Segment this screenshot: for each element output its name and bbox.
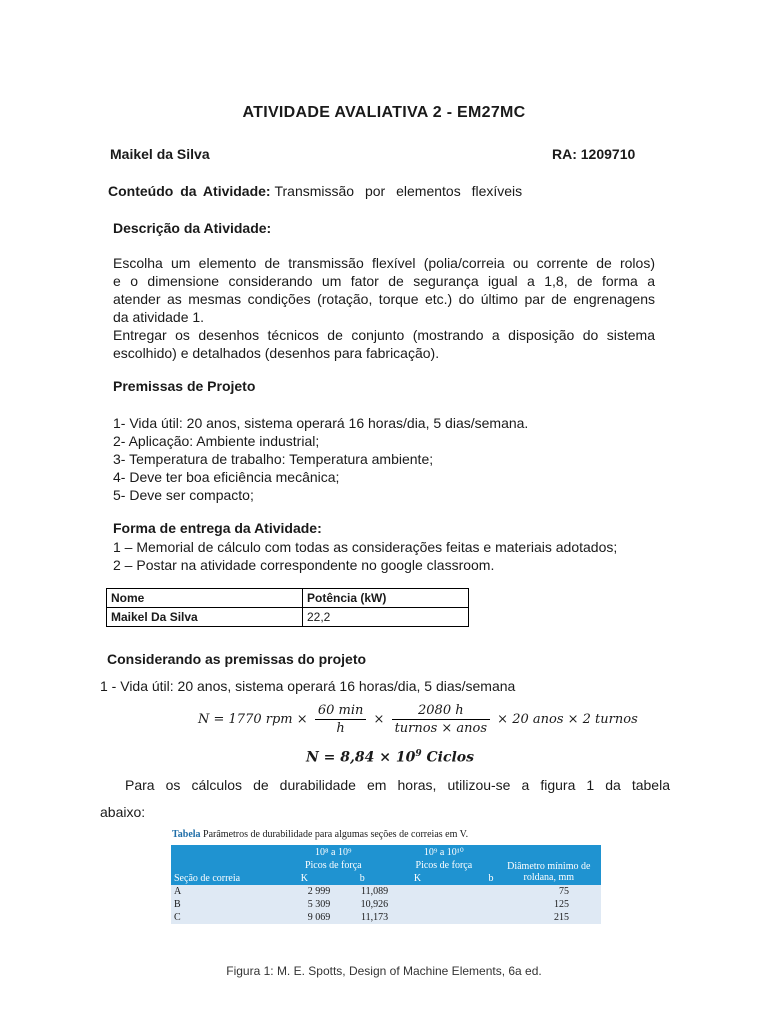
figure-table-cell: 125: [497, 898, 601, 911]
premissas-heading: Premissas de Projeto: [113, 378, 256, 394]
figure-table-col-b: b: [444, 872, 497, 885]
descricao-line: Escolha um elemento de transmissão flexível (polia/correia ou corrente de rolos): [113, 255, 655, 271]
student-table: [106, 588, 469, 627]
fraction-2-numerator: 2080 h: [392, 703, 490, 720]
formula-result-exponent: 9: [415, 749, 422, 759]
figure-table-cell: 9 069: [275, 911, 333, 924]
table-cell-potencia: 22,2: [303, 608, 469, 627]
document-title: ATIVIDADE AVALIATIVA 2 - EM27MC: [242, 104, 526, 121]
table-cell-nome: Maikel Da Silva: [107, 608, 303, 627]
figure-table-cell: 75: [497, 885, 601, 898]
figure-table-cell: 5 309: [275, 898, 333, 911]
list-item: 2- Aplicação: Ambiente industrial;: [113, 433, 320, 449]
figure-table-picos-2: Picos de força: [391, 859, 496, 872]
formula-result-unit: Ciclos: [426, 749, 475, 766]
figure-table-col-diametro: Diâmetro mínimo de roldana, mm: [497, 859, 601, 885]
formula-tail: × 20 anos × 2 turnos: [497, 712, 638, 727]
figure-table-caption: [172, 829, 468, 840]
figure-table-group-1: 10⁸ a 10⁹: [275, 845, 391, 859]
list-item: 2 – Postar na atividade correspondente no google classroom.: [113, 557, 495, 573]
figure-table-cell: 2 999: [275, 885, 333, 898]
figure-table-col-b: b: [333, 872, 391, 885]
table-row: [171, 911, 601, 924]
figure-table-cell: A: [171, 885, 275, 898]
figure-table-header-row: [171, 859, 601, 872]
figure-table-cell: 11,089: [333, 885, 391, 898]
entrega-list: [113, 538, 617, 574]
conteudo-line: [108, 183, 558, 199]
table-row: [171, 898, 601, 911]
descricao-line: escolhido) e detalhados (desenhos para fabricação).: [113, 345, 440, 361]
considerando-line: 1 - Vida útil: 20 anos, sistema operará 16 horas/dia, 5 dias/semana: [100, 678, 516, 694]
figure-table-col-k: K: [275, 872, 333, 885]
figure-table-cell: 10,926: [333, 898, 391, 911]
table-header-potencia: Potência (kW): [303, 589, 469, 608]
table-header-row: [107, 589, 469, 608]
formula-lhs: N = 1770: [198, 712, 262, 727]
fraction-1-numerator: 60 min: [315, 703, 367, 720]
table-header-nome: Nome: [107, 589, 303, 608]
formula-fraction-1: [315, 703, 367, 736]
formula-rpm: rpm: [265, 712, 293, 727]
descricao-line: Entregar os desenhos técnicos de conjunto (mostrando a disposição do sistema: [113, 327, 655, 343]
list-item: 1 – Memorial de cálculo com todas as considerações feitas e materiais adotados;: [113, 539, 618, 555]
figure-table-cell: 11,173: [333, 911, 391, 924]
figure-table-caption-text: Parâmetros de durabilidade para algumas seções de correias em V.: [203, 829, 469, 840]
table-row: [107, 608, 469, 627]
descricao-body: [113, 254, 655, 362]
formula-fraction-2: [392, 703, 490, 736]
figure-table-cell: 215: [497, 911, 601, 924]
descricao-line: e o dimensione considerando um fator de segurança igual a 1,8, de forma a: [113, 273, 655, 289]
fraction-2-denominator: turnos × anos: [394, 721, 488, 736]
cycles-formula: [198, 703, 638, 743]
figure-table-group-2: 10⁹ a 10¹⁰: [391, 845, 496, 859]
list-item: 1- Vida útil: 20 anos, sistema operará 16 horas/dia, 5 dias/semana.: [113, 415, 529, 431]
list-item: 4- Deve ter boa eficiência mecânica;: [113, 469, 340, 485]
figure-table-picos-1: Picos de força: [275, 859, 391, 872]
descricao-line: da atividade 1.: [113, 309, 205, 325]
formula-times: ×: [373, 712, 385, 727]
table-row: [171, 885, 601, 898]
formula-result: [306, 749, 474, 766]
student-ra: RA: 1209710: [552, 146, 636, 162]
entrega-heading: Forma de entrega da Atividade:: [113, 520, 322, 536]
figure-table-cell: B: [171, 898, 275, 911]
list-item: 5- Deve ser compacto;: [113, 487, 254, 503]
formula-times: ×: [296, 712, 308, 727]
descricao-heading: Descrição da Atividade:: [113, 220, 272, 236]
considerando-heading: Considerando as premissas do projeto: [107, 651, 367, 667]
formula-result-base: N = 8,84 × 10: [306, 749, 416, 766]
descricao-line: atender as mesmas condições (rotação, torque etc.) do último par de engrenagens: [113, 291, 655, 307]
conteudo-value: Transmissão por elementos flexíveis: [274, 183, 523, 199]
figure-table-header-row: [171, 845, 601, 859]
figure-table-cell: C: [171, 911, 275, 924]
figure-table-caption-label: Tabela: [172, 829, 201, 840]
list-item: 3- Temperatura de trabalho: Temperatura ambiente;: [113, 451, 434, 467]
figure-caption: Figura 1: M. E. Spotts, Design of Machine Elements, 6a ed.: [226, 964, 542, 978]
figure-table-col-k: K: [391, 872, 444, 885]
fraction-1-denominator: h: [336, 721, 345, 736]
premissas-list: [113, 414, 528, 504]
conteudo-label: Conteúdo da Atividade:: [108, 183, 271, 199]
durabilidade-line-1: Para os cálculos de durabilidade em horas, utilizou-se a figura 1 da tabela: [125, 777, 670, 793]
author-name: Maikel da Silva: [110, 146, 210, 162]
durabilidade-line-2: abaixo:: [100, 804, 146, 820]
figure-table-col-secao: Seção de correia: [171, 872, 275, 885]
figure-durability-table: [171, 845, 601, 924]
